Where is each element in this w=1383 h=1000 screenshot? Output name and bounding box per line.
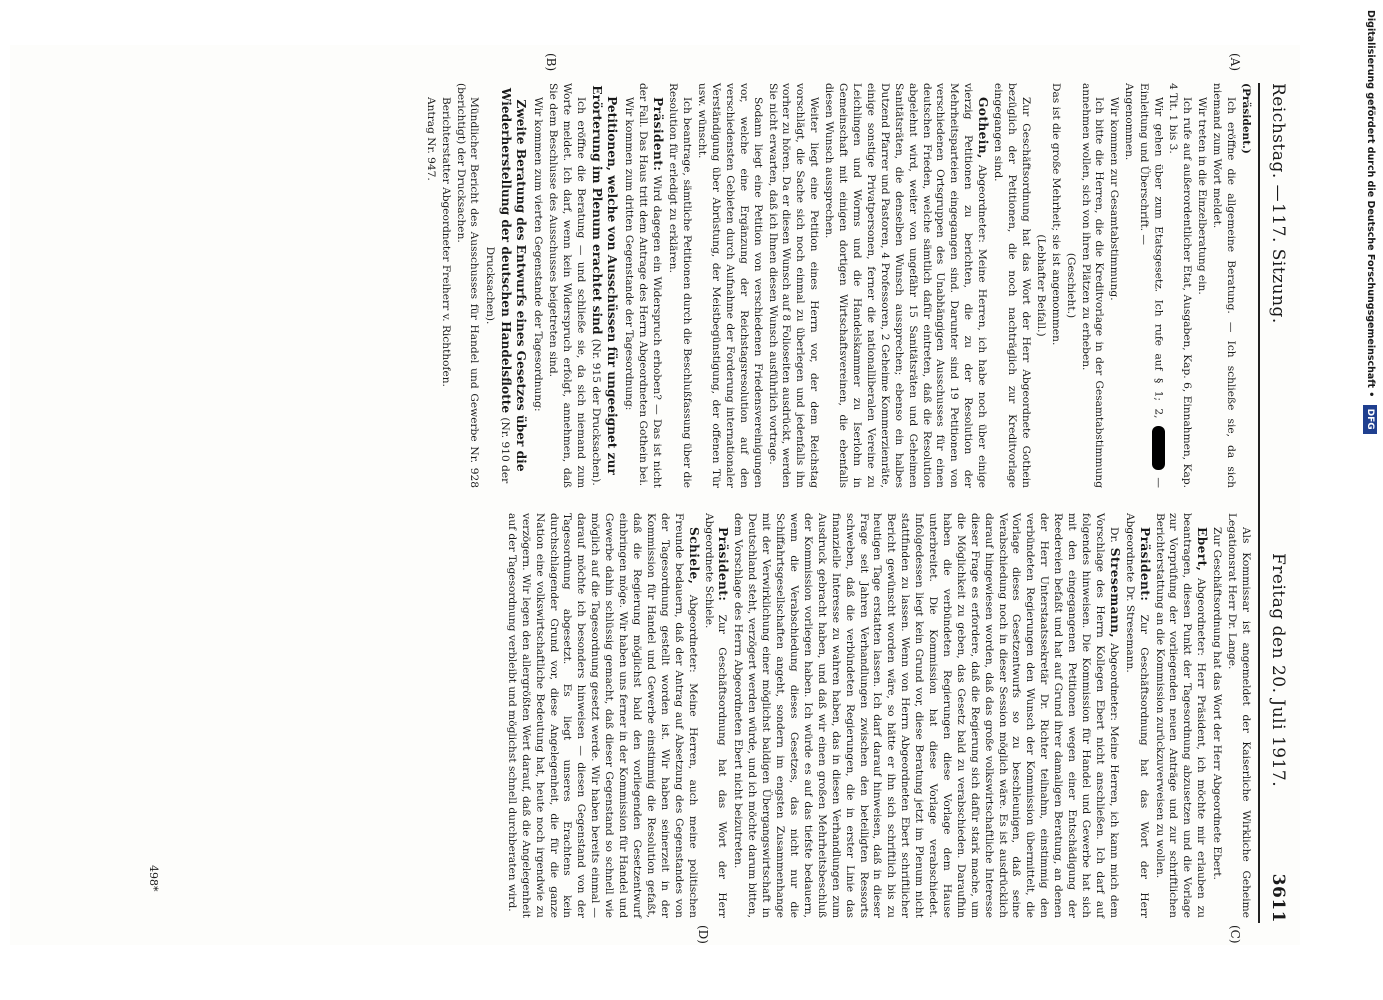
paragraph: Als Kommissar ist angemeldet der Kaiserliche Wirkliche Geheime Legationsrat Herr Dr. Lange.: [1226, 513, 1252, 918]
margin-mark-c: (C): [1228, 925, 1242, 944]
paragraph: Antrag Nr. 947.: [424, 97, 437, 181]
right-column: [503, 513, 1252, 918]
speaker-name: Schiele,: [686, 527, 701, 585]
speech-gothein: Gothein, Abgeordneter: Meine Herren, ich habe noch über einige vierzig Petitionen zu berichten, die zu der Resolution der Mehrheitsparteien eingegangen sind. Darunter sind 19 Petitionen von verschiedenen Ortsgruppen des Unabhängigen Ausschusses für einen deutschen Frieden, welche sämtlich dafür eintreten, daß die Resolution abgelehnt wird, weiter von ungefähr 15 Sanitätsräten und Geheimen Sanitätsräten, die denselben Wunsch aussprechen; ebenso ein halbes Dutzend Pfarrer und Pastoren, 4 Professoren, 2 Geheime Kommerzienräte, einige sonstige Privatpersonen, ferner die nationalliberalen Vereine zu Leichlingen und Worms und die Handelskammer zu Iserlohn in Gemeinschaft mit einigen dortigen Wirtschaftsvereinen, die ebenfalls diesen Wunsch aussprechen.: [823, 83, 991, 488]
paragraph: Wir kommen zum dritten Gegenstande der Tagesordnung:: [622, 97, 635, 411]
speech-schiele: Schiele, Abgeordneter: Meine Herren, auch meine politischen Freunde bedauern, daß der Antrag auf Absetzung des Gegenstandes von der Tagesordnung gestellt worden ist. Wir haben seinerzeit in der Kommission für Handel und Gewerbe einstimmig die Resolution gefaßt, daß die Regierung möglichst bald den vorliegenden Gesetzentwurf einbringen möge. Wir haben uns ferner in der Kommission für Handel und Gewerbe dahin schlüssig gemacht, daß dieser Gegenstand so schnell wie möglich auf die Tagesordnung gesetzt werde. Wir haben bereits einmal — darauf möchte ich besonders hinweisen — diesen Gegenstand von der Tagesordnung abgesetzt. Es liegt unseres Erachtens kein durchschlagender Grund vor, diese Angelegenheit, die für die ganze Nation eine volkswirtschaftliche Bedeutung hat, heute noch irgendwie zu verzögern. Wir legen den allergrößten Wert darauf, daß die Angelegenheit auf der Tagesordnung verbleibt und möglichst schnell durchberaten wird.: [505, 513, 701, 918]
speech-ebert: Ebert, Abgeordneter: Herr Präsident, ich möchte mir erlauben zu beantragen, diesen Punkt der Tagesordnung abzusetzen und die Vorlage zur Vorprüfung der vorliegenden neuen Anträge und zur schriftlichen Berichterstattung an die Kommission zurückzuverweisen zu wollen.: [1153, 513, 1210, 918]
margin-mark-b: (B): [544, 53, 558, 72]
paragraph: Ich eröffne die Beratung — und schließe sie, da sich niemand zum Worte meldet. Ich darf, wenn kein Widerspruch erfolgt, annehmen, daß Sie dem Beschlusse des Ausschusses beigetreten sind.: [546, 83, 587, 488]
paragraph: Wir treten in die Einzelberatung ein.: [1196, 97, 1209, 295]
speech-president: Präsident: Wird dagegen ein Widerspruch erhoben? — Das ist nicht der Fall. Das Haus tritt dem Antrage des Herrn Abgeordneten Gothein bei.: [637, 83, 666, 488]
speech-president: Präsident: Zur Geschäftsordnung hat das Wort der Herr Abgeordnete Dr. Stresemann.: [1123, 513, 1152, 918]
digitization-credit: [1362, 10, 1378, 990]
paragraph: Weiter liegt eine Petition eines Herrn vor, der dem Reichstag vorschlägt, die Sache sich noch einmal zu überlegen und jedenfalls ihn vorher zu hören. Da er diesen Wunsch auf 8 Folioseiten ausdrückt, werden Sie nicht erwarten, daß ich Ihnen diesen Wunsch ausführlich vortrage.: [766, 83, 821, 488]
paragraph: Wir gehen über zum Etatsgesetz. Ich rufe auf § 1; 2, — Einleitung und Überschrift. —: [1138, 83, 1165, 489]
speaker-name: Präsident:: [1137, 527, 1152, 602]
paragraph: Wir kommen zum vierten Gegenstande der Tagesordnung:: [531, 97, 544, 412]
running-head: [1260, 83, 1294, 923]
paragraph: Angenommen.: [1123, 83, 1136, 161]
agenda-heading: Zweite Beratung des Entwurfs eines Gesetzes über die Wiederherstellung der deutschen Handelsflotte (Nr. 910 der Drucksachen).: [484, 87, 528, 484]
stage-direction: (Geschieht.): [1064, 252, 1077, 319]
header-date: Freitag den 20. Juli 1917.: [1268, 553, 1288, 788]
agenda-heading: Petitionen, welche von Ausschüssen für ungeeignet zur Erörterung im Plenum erachtet sind (Nr. 915 der Drucksachen).: [590, 85, 619, 486]
dfg-logo: DFG: [1363, 405, 1377, 434]
paragraph: Ich rufe auf außerordentlicher Etat, Ausgaben, Kap. 6, Einnahmen, Kap. 4 Tit. 1 bis 3.: [1167, 83, 1194, 488]
page-signature: 498*: [147, 865, 160, 892]
paragraph: Berichterstatter Abgeordneter Freiherr v. Richthofen.: [439, 97, 452, 387]
stage-direction: (Lebhafter Beifall.): [1034, 234, 1047, 337]
paragraph: Wir kommen zur Gesamtabstimmung.: [1108, 97, 1121, 301]
speech-stresemann: Dr. Stresemann, Abgeordneter: Meine Herren, ich kann mich dem Vorschlage des Herrn Kollegen Ebert nicht anschließen. Ich darf auf folgendes hinweisen. Die Kommission für Handel und Gewerbe hat sich mit den eingegangenen Petitionen wegen einer Entschädigung der Reedereien befaßt und hat auf Grund ihrer damaligen Beratung, an denen der Herr Unterstaatssekretär Dr. Richter teilnahm, einstimmig den verbündeten Regierungen den Wunsch der Kommission übermittelt, die Vorlage dieses Gesetzentwurfs so zu beschleunigen, daß seine Verabschiedung noch in dieser Session möglich wäre. Es ist ausdrücklich darauf hingewiesen worden, daß das große volkswirtschaftliche Interesse dieser Frage es erfordere, daß die Regierung sich dafür stark mache, um die Möglichkeit zu geben, das Gesetz bald zu verabschieden. Daraufhin haben die verbündeten Regierungen diese Vorlage dem Hause unterbreitet. Die Kommission hat diese Vorlage verabschiedet. Infolgedessen liegt kein Grund vor, diese Beratung jetzt im Plenum nicht stattfinden zu lassen. Wenn von Herrn Abgeordneten Ebert schriftlicher Bericht gewünscht worden wäre, so hätte er ihn sich schriftlich bis zu heutigen Tage erstatten lassen. Ich darf darauf hinweisen, daß in dieser Frage seit Jahren Verhandlungen zwischen den beteiligten Ressorts schweben, daß die verbündeten Regierungen, die in erster Linie das finanzielle Interesse zu wahren haben, das in diesen Verhandlungen zum Ausdruck gebracht haben, und daß wir einen großen Mehrheitsbeschluß der Kommission vorliegen haben. Ich würde es auf das tiefste bedauern, wenn die Verabschiedung dieses Gesetzes, das nicht nur die Schiffahrtsgesellschaften angeht, sondern im engsten Zusammenhange mit der Verwirklichung einer möglichst baldigen Übergangswirtschaft in Deutschland steht, verzögert werden würde, und ich möchte darum bitten, dem Vorschlage des Herrn Abgeordneten Ebert nicht beizutreten.: [732, 513, 1122, 918]
speech-president: Präsident: Zur Geschäftsordnung hat das Wort der Herr Abgeordnete Schiele.: [702, 513, 731, 918]
header-parliament: Reichstag. —: [1268, 83, 1288, 203]
paragraph: Das ist die große Mehrheit; sie ist angenommen.: [1049, 83, 1062, 346]
speaker-tag: (Präsident.): [1240, 83, 1252, 154]
paragraph: Zur Geschäftsordnung hat das Wort der Herr Abgeordnete Gothein bezüglich der Petitionen, die noch nachträglich zur Kreditvorlage eingegangen sind.: [992, 83, 1032, 488]
paragraph: Ich eröffne die allgemeine Beratung. — Ich schließe sie, da sich niemand zum Wort meldet.: [1211, 83, 1238, 488]
header-rule: [1258, 83, 1260, 923]
paragraph: Zur Geschäftsordnung hat das Wort der Herr Abgeordnete Ebert.: [1211, 527, 1224, 880]
paragraph: Mündlicher Bericht des Ausschusses für Handel und Gewerbe Nr. 928 (berichtigt) der Drucksachen.: [454, 83, 481, 488]
margin-mark-d: (D): [696, 925, 710, 944]
speaker-name: Ebert,: [1195, 527, 1210, 572]
speaker-name: Präsident:: [651, 97, 666, 172]
speaker-name: Präsident:: [716, 527, 731, 602]
left-column: [422, 83, 1252, 488]
header-session: 117. Sitzung.: [1268, 203, 1288, 324]
redaction-mark: [1152, 426, 1165, 470]
header-page-number: 3611: [1268, 873, 1288, 923]
paragraph: Ich beantrage, sämtliche Petitionen durch die Beschlußfassung über die Resolution für erledigt zu erklären.: [667, 83, 694, 488]
speaker-name: Gothein,: [976, 97, 991, 159]
margin-mark-a: (A): [1228, 53, 1242, 72]
scanned-page: [10, 45, 1300, 945]
paragraph: Ich bitte die Herren, die die Kreditvorlage in der Gesamtabstimmung annehmen wollen, sich von ihren Plätzen zu erheben.: [1079, 83, 1106, 488]
paragraph: Sodann liegt eine Petition von verschiedenen Friedensvereinigungen vor, welche eine Ergänzung der Reichstagsresolution auf den verschiedensten Gebieten durch Aufnahme der Forderung internationaler Verständigung über Abrüstung, der Meistbegünstigung, der offenen Tür usw. wünscht.: [696, 83, 764, 488]
speaker-name: Stresemann,: [1107, 547, 1122, 639]
credit-text: Digitalisierung gefördert durch die Deutsche Forschungsgemeinschaft •: [1365, 10, 1376, 398]
